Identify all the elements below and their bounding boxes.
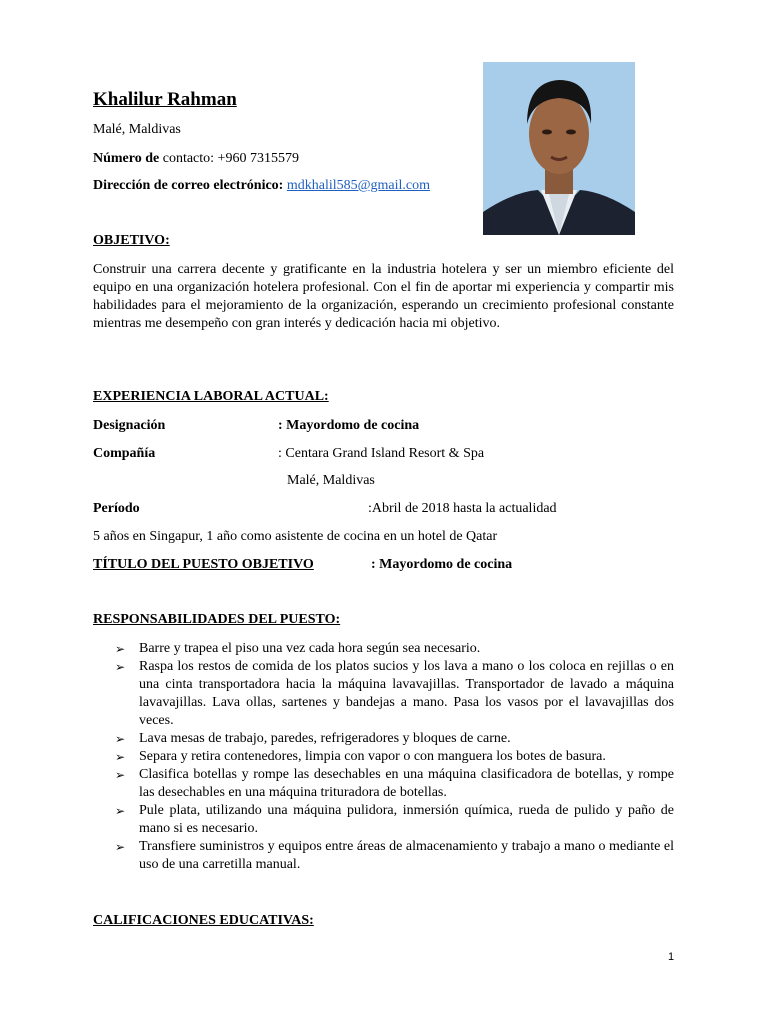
contact-phone-line bbox=[93, 150, 299, 167]
list-item: ➢ Barre y trapea el piso una vez cada hora según sea necesario. bbox=[115, 641, 481, 656]
experience-summary: 5 años en Singapur, 1 año como asistente de cocina en un hotel de Qatar bbox=[93, 529, 498, 544]
candidate-location: Malé, Maldivas bbox=[93, 122, 181, 137]
arrow-bullet-icon: ➢ bbox=[115, 660, 126, 674]
arrow-bullet-icon: ➢ bbox=[115, 750, 126, 764]
arrow-bullet-icon: ➢ bbox=[115, 840, 126, 854]
period-label: Período bbox=[93, 501, 140, 516]
responsibilities-list bbox=[93, 640, 674, 874]
arrow-bullet-icon: ➢ bbox=[115, 642, 126, 656]
responsibilities-heading: RESPONSABILIDADES DEL PUESTO: bbox=[93, 612, 341, 627]
company-label: Compañía bbox=[93, 446, 156, 461]
objective-text: Construir una carrera decente y gratificante en la industria hotelera y ser un miembro eficiente del equipo en una organización hotelera profesional. Con el fin de aportar mi experiencia y compartir mis habilidades para el mejoramiento de la organización, esperando un crecimiento profesional constante mientras me desempeño con gran interés y dedicación hacia mi objetivo. bbox=[93, 262, 674, 331]
company-location: Malé, Maldivas bbox=[287, 473, 375, 488]
phone-label: Número de bbox=[93, 151, 160, 166]
education-heading: CALIFICACIONES EDUCATIVAS: bbox=[93, 913, 314, 928]
email-link[interactable]: mdkhalil585@gmail.com bbox=[286, 178, 430, 193]
experience-heading: EXPERIENCIA LABORAL ACTUAL: bbox=[93, 389, 329, 404]
designation-label: Designación bbox=[93, 418, 166, 433]
company-value: : Centara Grand Island Resort & Spa bbox=[278, 446, 485, 461]
list-item: ➢ Lava mesas de trabajo, paredes, refrigeradores y bloques de carne. bbox=[115, 731, 511, 746]
designation-value: : Mayordomo de cocina bbox=[278, 418, 420, 433]
list-item: ➢ Transfiere suministros y equipos entre áreas de almacenamiento y trabajo a mano o mediante el uso de una carretilla manual. bbox=[115, 839, 674, 872]
list-item: ➢ Clasifica botellas y rompe las desechables en una máquina clasificadora de botellas, y rompe las desechables en una máquina trituradora de botellas. bbox=[115, 767, 674, 800]
candidate-name: Khalilur Rahman bbox=[93, 89, 237, 110]
arrow-bullet-icon: ➢ bbox=[115, 732, 126, 746]
arrow-bullet-icon: ➢ bbox=[115, 768, 126, 782]
page-number: 1 bbox=[668, 951, 675, 963]
target-title-value: : Mayordomo de cocina bbox=[371, 557, 513, 572]
email-label: Dirección de correo electrónico: bbox=[93, 178, 284, 193]
period-value: :Abril de 2018 hasta la actualidad bbox=[368, 501, 557, 516]
list-item: ➢ Raspa los restos de comida de los platos sucios y los lava a mano o los coloca en rejillas o en una cinta transportadora hacia la máquina lavavajillas. Transportador de lavado a máquina lavavajillas. Lava ollas, sartenes y bandejas a mano. Pasa los vasos por el lavavajillas dos veces. bbox=[115, 659, 674, 728]
arrow-bullet-icon: ➢ bbox=[115, 804, 126, 818]
target-title-label: TÍTULO DEL PUESTO OBJETIVO bbox=[93, 557, 314, 572]
objective-heading: OBJETIVO: bbox=[93, 233, 170, 248]
phone-value: contacto: +960 7315579 bbox=[162, 151, 299, 166]
profile-photo bbox=[483, 62, 635, 235]
contact-email-line bbox=[93, 177, 430, 194]
list-item: ➢ Separa y retira contenedores, limpia con vapor o con manguera los botes de basura. bbox=[115, 749, 606, 764]
list-item: ➢ Pule plata, utilizando una máquina pulidora, inmersión química, rueda de pulido y paño de mano si es necesario. bbox=[115, 803, 674, 836]
